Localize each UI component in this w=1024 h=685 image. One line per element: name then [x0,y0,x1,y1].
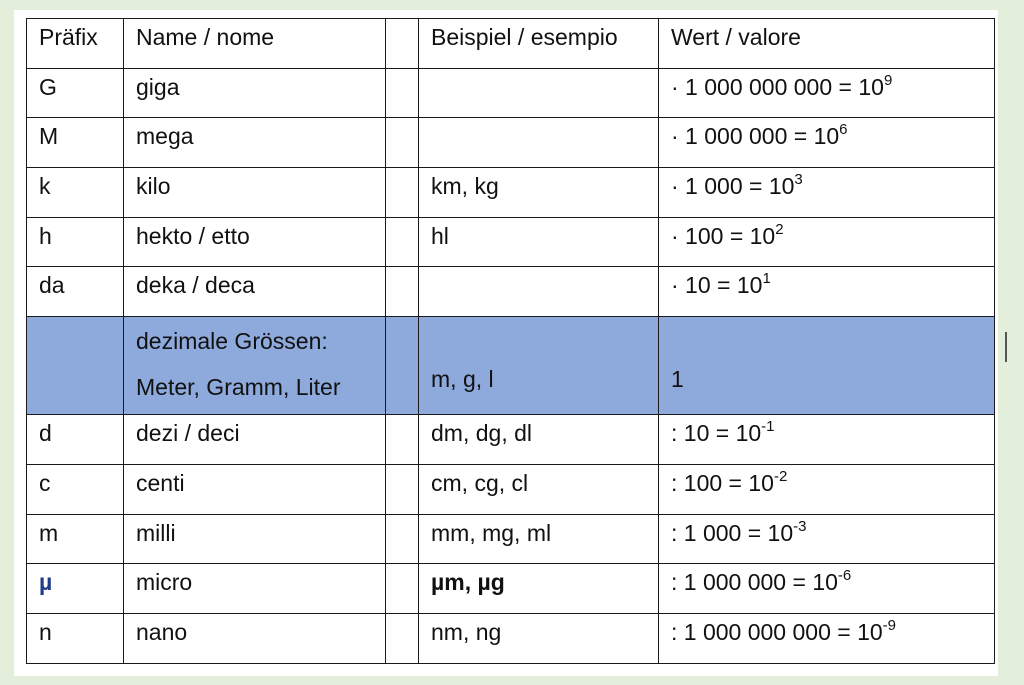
prefix-cell: h [27,217,124,267]
prefix-cell: G [27,68,124,118]
prefix-cell: n [27,613,124,663]
header-spacer [386,19,419,69]
spacer-cell [386,217,419,267]
value-cell [659,118,995,168]
value-text: · 1 000 000 = 10 [671,123,840,150]
value-cell [659,267,995,317]
value-cell [659,564,995,614]
base-example: m, g, l [431,366,494,393]
spacer-cell [386,613,419,663]
value-cell [659,317,995,415]
example-cell: hl [419,217,659,267]
prefix-cell: d [27,415,124,465]
value-cell [659,68,995,118]
value-text: : 1 000 000 000 = 10 [671,618,883,645]
value-exponent: 1 [762,270,771,288]
name-cell: mega [124,118,386,168]
base-name-line1: dezimale Grössen: [136,328,328,355]
value-exponent: 9 [883,71,893,89]
spacer-cell [386,317,419,415]
value-exponent: -1 [761,418,775,436]
example-cell: µm, µg [419,564,659,614]
header-example: Beispiel / esempio [419,19,659,69]
document-page [14,10,998,676]
spacer-cell [386,118,419,168]
prefix-cell: c [27,464,124,514]
value-exponent: -6 [837,567,852,585]
spacer-cell [386,514,419,564]
prefix-cell: k [27,168,124,218]
prefix-cell [27,317,124,415]
name-cell: centi [124,464,386,514]
name-cell: nano [124,613,386,663]
value-text: : 1 000 000 = 10 [671,569,838,596]
value-exponent: 6 [839,121,848,139]
value-exponent: -3 [793,517,807,535]
example-cell: dm, dg, dl [419,415,659,465]
prefix-cell: da [27,267,124,317]
value-cell [659,217,995,267]
example-cell [419,317,659,415]
table-row [27,68,995,118]
value-cell [659,514,995,564]
table-row [27,514,995,564]
table-row [27,464,995,514]
example-cell: nm, ng [419,613,659,663]
value-exponent: 3 [794,171,803,189]
spacer-cell [386,267,419,317]
name-cell: giga [124,68,386,118]
example-cell [419,267,659,317]
table-row [27,267,995,317]
example-cell: mm, mg, ml [419,514,659,564]
example-cell [419,68,659,118]
text-cursor-mark [1005,332,1007,362]
base-value: 1 [671,366,684,393]
value-exponent: -9 [882,616,897,634]
value-text: : 1 000 = 10 [671,519,794,546]
spacer-cell [386,68,419,118]
header-prefix: Präfix [27,19,124,69]
header-value: Wert / valore [659,19,995,69]
name-cell: hekto / etto [124,217,386,267]
prefix-cell: M [27,118,124,168]
value-text: · 100 = 10 [671,222,776,249]
table-row [27,217,995,267]
name-cell: milli [124,514,386,564]
prefix-cell: µ [27,564,124,614]
value-text: : 10 = 10 [671,420,762,447]
table-row [27,564,995,614]
value-text: · 1 000 000 000 = 10 [671,73,884,100]
example-cell: km, kg [419,168,659,218]
table-row [27,118,995,168]
value-cell [659,613,995,663]
value-cell [659,464,995,514]
spacer-cell [386,168,419,218]
spacer-cell [386,415,419,465]
value-cell [659,415,995,465]
prefix-cell: m [27,514,124,564]
header-row [27,19,995,69]
value-cell [659,168,995,218]
name-cell: deka / deca [124,267,386,317]
example-cell: cm, cg, cl [419,464,659,514]
table-row [27,415,995,465]
header-name: Name / nome [124,19,386,69]
table-row [27,613,995,663]
name-cell: micro [124,564,386,614]
value-exponent: -2 [773,467,788,485]
table-row [27,168,995,218]
name-cell: kilo [124,168,386,218]
name-cell: dezi / deci [124,415,386,465]
prefix-table [26,18,995,664]
value-text: · 1 000 = 10 [671,173,795,200]
base-name-line2: Meter, Gramm, Liter [136,374,341,401]
value-text: : 100 = 10 [671,469,774,496]
spacer-cell [386,564,419,614]
name-cell [124,317,386,415]
spacer-cell [386,464,419,514]
value-text: · 10 = 10 [671,272,763,299]
example-cell [419,118,659,168]
value-exponent: 2 [775,220,784,238]
base-unit-row [27,317,995,415]
